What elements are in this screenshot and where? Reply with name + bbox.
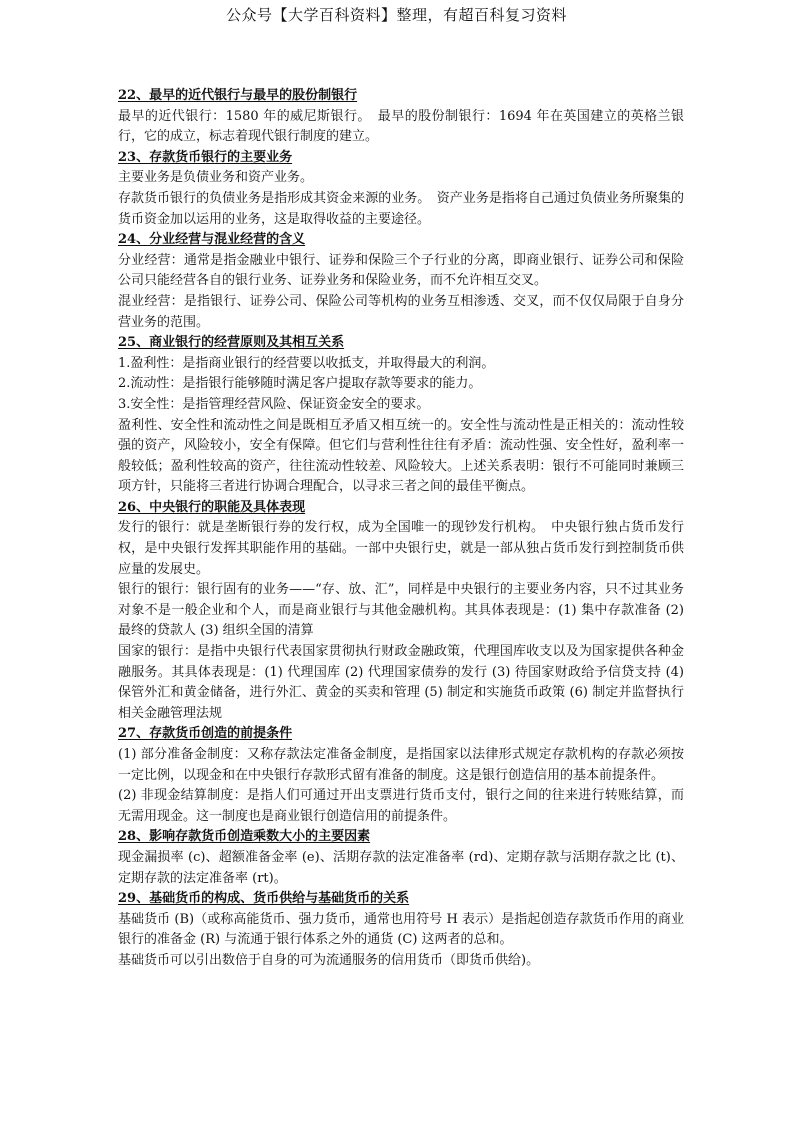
paragraph: 1.盈利性：是指商业银行的经营要以收抵支，并取得最大的利润。 [118,355,495,371]
paragraph: 银行的银行：银行固有的业务——“存、放、汇”，同样是中央银行的主要业务内容，只不过其业务对象不是一般企业和个人，而是商业银行与其他金融机构。其具体表现是：(1) 集中存款准备 (2) 最终的贷款人 (3) 组织全国的清算 [118,582,684,639]
paragraph: 国家的银行：是指中央银行代表国家贯彻执行财政金融政策，代理国库收支以及为国家提供各种金融服务。其具体表现是：(1) 代理国库 (2) 代理国家债券的发行 (3) 待国家财政给予信贷支持 (4) 保管外汇和黄金储备，进行外汇、黄金的买卖和管理 (5) 制定和实施货币政策 (6) 制定并监督执行相关金融管理法规 [118,644,684,721]
paragraph: 2.流动性：是指银行能够随时满足客户提取存款等要求的能力。 [118,376,482,392]
paragraph: 基础货币 (B)（或称高能货币、强力货币，通常也用符号 H 表示）是指起创造存款货币作用的商业银行的准备金 (R) 与流通于银行体系之外的通货 (C) 这两者的总和。 [118,911,684,948]
paragraph: 盈利性、安全性和流动性之间是既相互矛盾又相互统一的。安全性与流动性是正相关的：流动性较强的资产，风险较小，安全有保障。但它们与营利性往往有矛盾：流动性强、安全性好，盈利率一般较低；盈利性较高的资产，往往流动性较差、风险较大。上述关系表明：银行不可能同时兼顾三项方针，只能将三者进行协调合理配合，以寻求三者之间的最佳平衡点。 [118,417,684,495]
paragraph: (2) 非现金结算制度：是指人们可通过开出支票进行货币支付，银行之间的往来进行转账结算，而无需用现金。这一制度也是商业银行创造信用的前提条件。 [118,788,684,824]
section-title: 23、存款货币银行的主要业务 [118,149,293,165]
paragraph: 分业经营：通常是指金融业中银行、证券和保险三个子行业的分离，即商业银行、证券公司和保险公司只能经营各自的银行业务、证券业务和保险业务，而不允许相互交叉。 [118,252,684,289]
paragraph: 最早的近代银行：1580 年的威尼斯银行。 最早的股份制银行：1694 年在英国建立的英格兰银行，它的成立，标志着现代银行制度的建立。 [118,108,684,145]
paragraph: 混业经营：是指银行、证券公司、保险公司等机构的业务互相渗透、交叉，而不仅仅局限于自身分营业务的范围。 [118,293,684,330]
paragraph: 发行的银行：就是垄断银行券的发行权，成为全国唯一的现钞发行机构。 中央银行独占货币发行权，是中央银行发挥其职能作用的基础。一部中央银行史，就是一部从独占货币发行到控制货币供应量的发展史。 [118,520,684,577]
section-title: 29、基础货币的构成、货币供给与基础货币的关系 [118,891,410,907]
section-title: 27、存款货币创造的前提条件 [118,726,293,742]
document-body [118,86,684,972]
paragraph: 3.安全性：是指管理经营风险、保证资金安全的要求。 [118,396,430,412]
section-title: 22、最早的近代银行与最早的股份制银行 [118,88,358,103]
paragraph: 存款货币银行的负债业务是指形成其资金来源的业务。 资产业务是指将自己通过负债业务所聚集的货币资金加以运用的业务，这是取得收益的主要途径。 [118,190,684,227]
paragraph: 基础货币可以引出数倍于自身的可为流通服务的信用货币（即货币供给)。 [118,952,540,968]
section-title: 25、商业银行的经营原则及其相互关系 [118,335,345,351]
section-title: 28、影响存款货币创造乘数大小的主要因素 [118,829,371,845]
section-title: 26、中央银行的职能及具体表现 [118,499,306,515]
page-header: 公众号【大学百科资料】整理，有超百科复习资料 [225,6,567,24]
paragraph: 现金漏损率 (c)、超额准备金率 (e)、活期存款的法定准备率 (rd)、定期存款与活期存款之比 (t)、定期存款的法定准备率 (rt)。 [118,849,684,886]
section-title: 24、分业经营与混业经营的含义 [118,232,306,248]
paragraph: (1) 部分准备金制度：又称存款法定准备金制度，是指国家以法律形式规定存款机构的存款必须按一定比例，以现金和在中央银行存款形式留有准备的制度。这是银行创造信用的基本前提条件。 [118,747,684,783]
paragraph: 主要业务是负债业务和资产业务。 [118,170,314,186]
